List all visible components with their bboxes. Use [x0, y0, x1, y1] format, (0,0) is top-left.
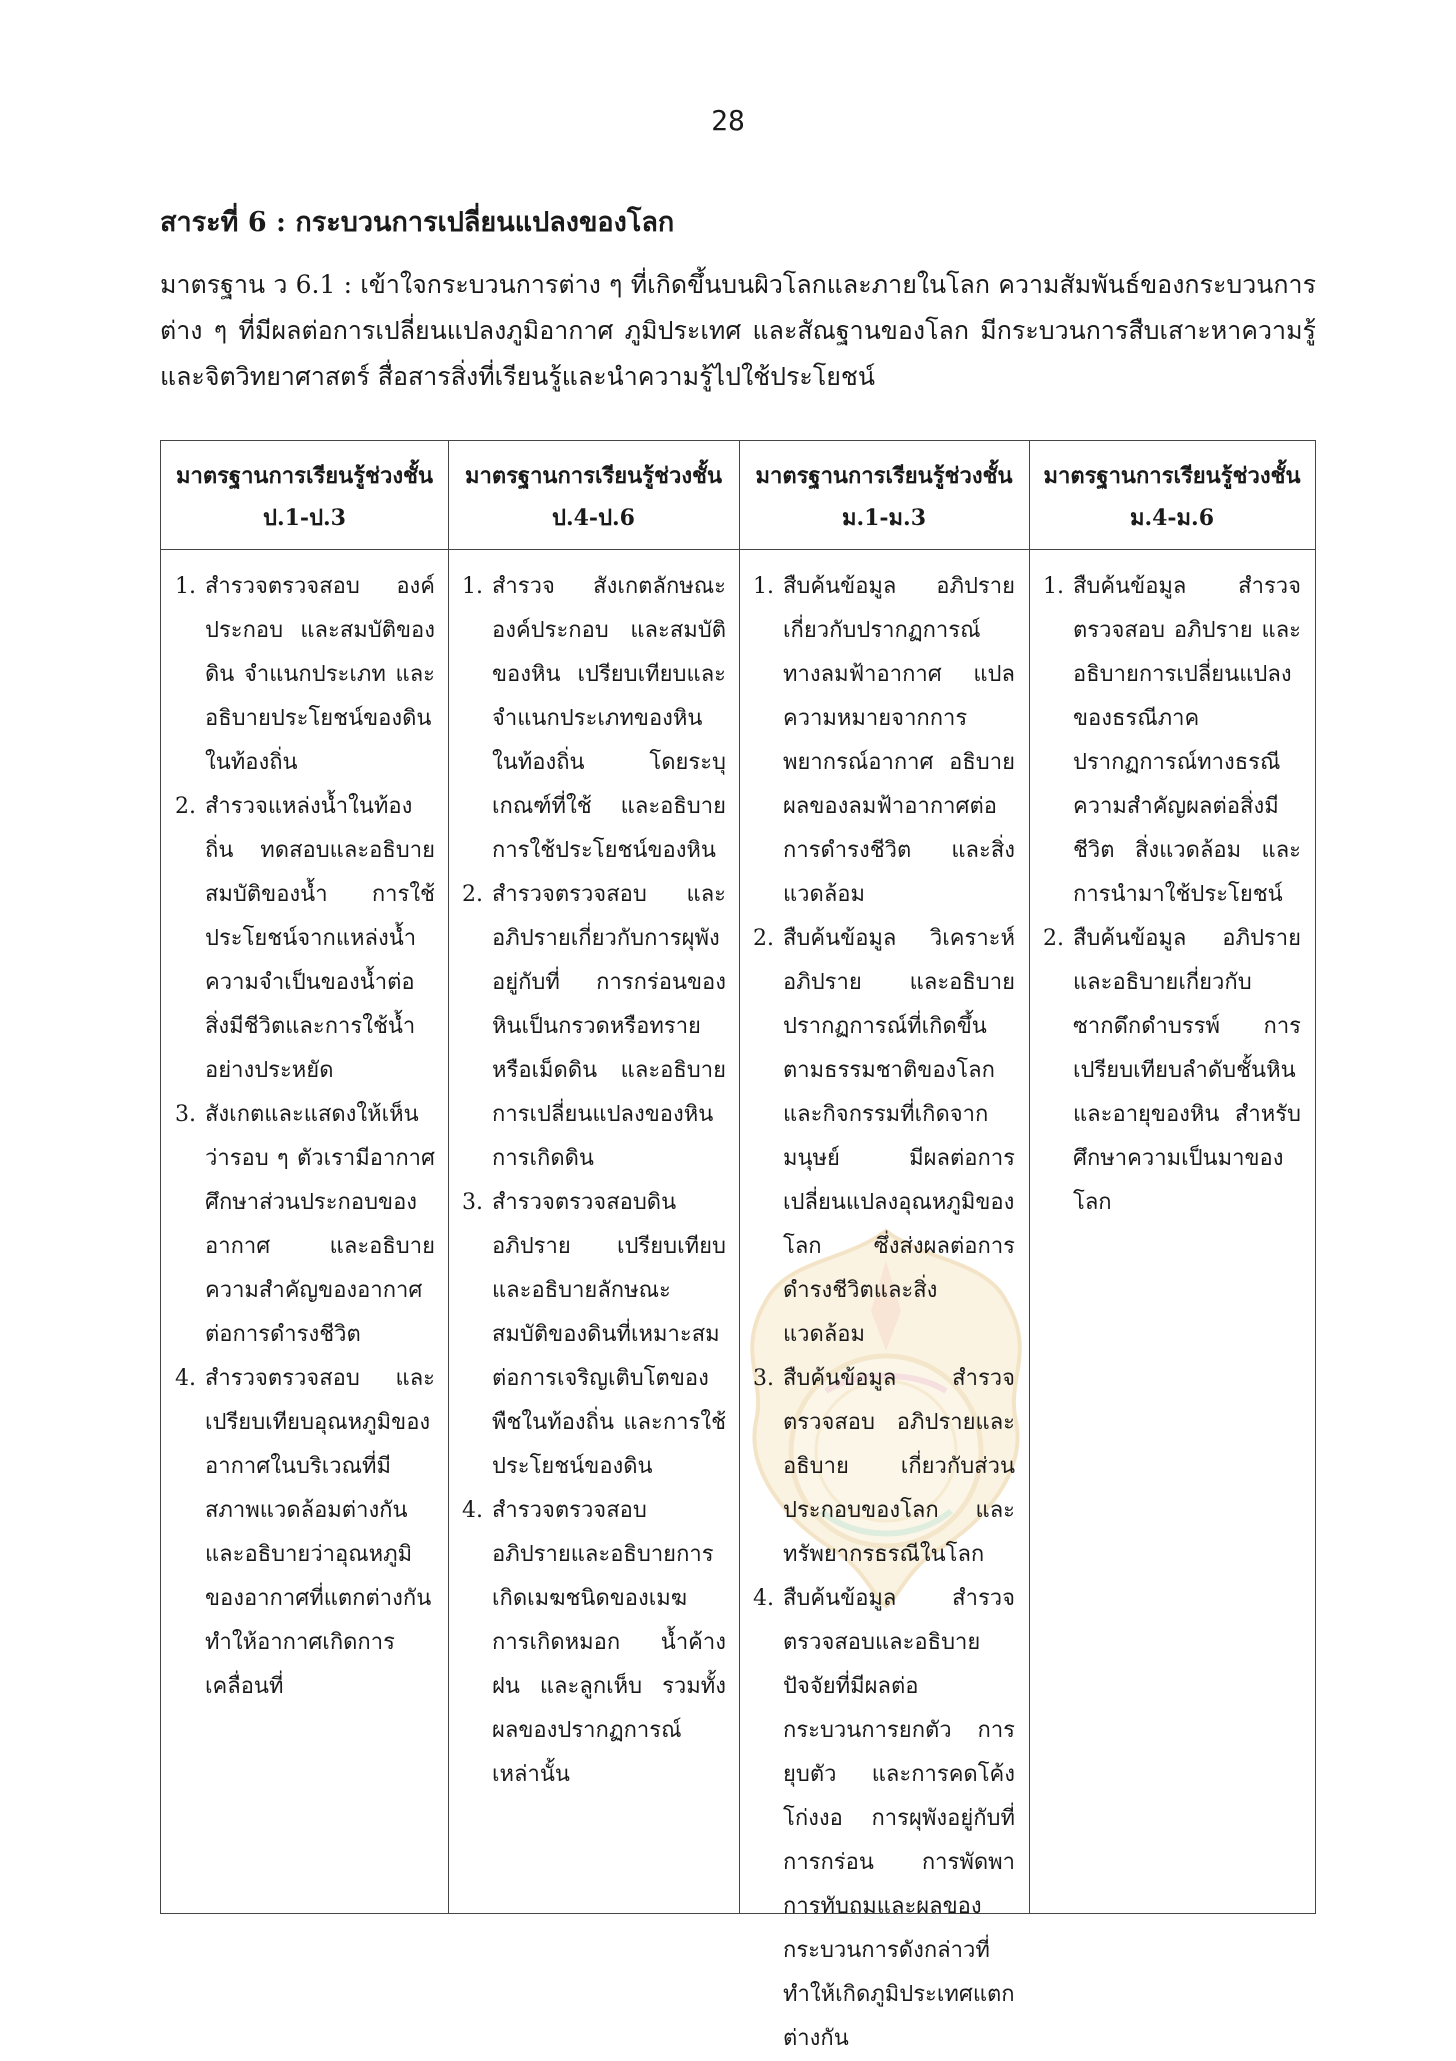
list-item-text: สำรวจตรวจสอบ อภิปรายและอธิบายการเกิดเมฆชนิดของเมฆ การเกิดหมอก น้ำค้าง ฝน และลูกเห็บ รวมทั้งผลของปรากฏการณ์เหล่านั้น	[492, 1498, 726, 1787]
list-item	[462, 873, 726, 1181]
list-item	[753, 917, 1015, 1357]
list-item	[175, 785, 435, 1093]
list-item	[753, 1357, 1015, 1577]
column-p4-p6	[462, 565, 726, 1797]
header-line1: มาตรฐานการเรียนรู้ช่วงชั้น	[755, 463, 1013, 489]
header-line1: มาตรฐานการเรียนรู้ช่วงชั้น	[1043, 463, 1301, 489]
column-m4-m6	[1043, 565, 1301, 1225]
column-header-m4-m6	[1029, 455, 1315, 539]
header-line2: ม.1-ม.3	[841, 505, 927, 531]
column-header-m1-m3	[739, 455, 1029, 539]
column-m1-m3	[753, 565, 1015, 2061]
list-item-text: สืบค้นข้อมูล สำรวจตรวจสอบ อภิปราย และอธิบายการเปลี่ยนแปลงของธรณีภาค ปรากฏการณ์ทางธรณี ความสำคัญผลต่อสิ่งมีชีวิต สิ่งแวดล้อม และการนำมาใช้ประโยชน์	[1073, 574, 1301, 907]
list-item	[462, 1181, 726, 1489]
list-item	[753, 565, 1015, 917]
page-number: 28	[711, 104, 745, 137]
header-line2: ป.1-ป.3	[263, 505, 346, 531]
strand-title: สาระที่ 6 : กระบวนการเปลี่ยนแปลงของโลก	[160, 207, 675, 238]
header-divider	[161, 549, 1315, 550]
list-item-text: สำรวจตรวจสอบ และเปรียบเทียบอุณหภูมิของอากาศในบริเวณที่มีสภาพแวดล้อมต่างกัน และอธิบายว่าอุณหภูมิของอากาศที่แตกต่างกันทำให้อากาศเกิดการเคลื่อนที่	[205, 1366, 435, 1699]
list-item-text: สำรวจตรวจสอบดิน อภิปราย เปรียบเทียบและอธิบายลักษณะ สมบัติของดินที่เหมาะสมต่อการเจริญเติบโตของพืชในท้องถิ่น และการใช้ประโยชน์ของดิน	[492, 1190, 726, 1479]
list-item	[175, 1093, 435, 1357]
header-line1: มาตรฐานการเรียนรู้ช่วงชั้น	[175, 463, 434, 489]
list-item	[462, 1489, 726, 1797]
header-line2: ป.4-ป.6	[552, 505, 635, 531]
list-item-text: สืบค้นข้อมูล สำรวจตรวจสอบและอธิบายปัจจัยที่มีผลต่อกระบวนการยกตัว การยุบตัว และการคดโค้งโก่งงอ การผุพังอยู่กับที่ การกร่อน การพัดพา การทับถมและผลของกระบวนการดังกล่าวที่ทำให้เกิดภูมิประเทศแตกต่างกัน	[783, 1586, 1015, 2051]
header-line2: ม.4-ม.6	[1129, 505, 1215, 531]
standard-text: มาตรฐาน ว 6.1 : เข้าใจกระบวนการต่าง ๆ ที่เกิดขึ้นบนผิวโลกและภายในโลก ความสัมพันธ์ของกระบวนการต่าง ๆ ที่มีผลต่อการเปลี่ยนแปลงภูมิอากาศ ภูมิประเทศ และสัณฐานของโลก มีกระบวนการสืบเสาะหาความรู้และจิตวิทยาศาสตร์ สื่อสารสิ่งที่เรียนรู้และนำความรู้ไปใช้ประโยชน์	[160, 270, 1316, 391]
list-item	[1043, 565, 1301, 917]
column-divider	[739, 441, 740, 1913]
list-item-text: สืบค้นข้อมูล อภิปรายเกี่ยวกับปรากฏการณ์ทางลมฟ้าอากาศ แปลความหมายจากการพยากรณ์อากาศ อธิบายผลของลมฟ้าอากาศต่อการดำรงชีวิต และสิ่งแวดล้อม	[783, 574, 1015, 907]
list-item	[462, 565, 726, 873]
list-item-text: สังเกตและแสดงให้เห็นว่ารอบ ๆ ตัวเรามีอากาศ ศึกษาส่วนประกอบของอากาศ และอธิบายความสำคัญของอากาศต่อการดำรงชีวิต	[205, 1102, 435, 1347]
header-line1: มาตรฐานการเรียนรู้ช่วงชั้น	[464, 463, 723, 489]
list-item	[1043, 917, 1301, 1225]
list-item-text: สำรวจแหล่งน้ำในท้องถิ่น ทดสอบและอธิบายสมบัติของน้ำ การใช้ประโยชน์จากแหล่งน้ำ ความจำเป็นของน้ำต่อสิ่งมีชีวิตและการใช้น้ำอย่างประหยัด	[205, 794, 435, 1083]
column-p1-p3	[175, 565, 435, 1709]
list-item-text: สืบค้นข้อมูล สำรวจตรวจสอบ อภิปรายและอธิบาย เกี่ยวกับส่วนประกอบของโลก และทรัพยากรธรณีในโลก	[783, 1366, 1015, 1567]
list-item-text: สำรวจตรวจสอบ และอภิปรายเกี่ยวกับการผุพังอยู่กับที่ การกร่อนของหินเป็นกรวดหรือทรายหรือเม็ดดิน และอธิบายการเปลี่ยนแปลงของหินการเกิดดิน	[492, 882, 726, 1171]
list-item	[175, 565, 435, 785]
column-divider	[448, 441, 449, 1913]
list-item-text: สำรวจตรวจสอบ องค์ประกอบ และสมบัติของดิน จำแนกประเภท และอธิบายประโยชน์ของดินในท้องถิ่น	[205, 574, 435, 775]
list-item-text: สืบค้นข้อมูล วิเคราะห์ อภิปราย และอธิบายปรากฏการณ์ที่เกิดขึ้นตามธรรมชาติของโลก และกิจกรรมที่เกิดจากมนุษย์ มีผลต่อการเปลี่ยนแปลงอุณหภูมิของโลก ซึ่งส่งผลต่อการดำรงชีวิตและสิ่งแวดล้อม	[783, 926, 1015, 1347]
column-divider	[1029, 441, 1030, 1913]
column-header-p1-p3	[161, 455, 448, 539]
list-item	[753, 1577, 1015, 2061]
list-item-text: สืบค้นข้อมูล อภิปรายและอธิบายเกี่ยวกับซากดึกดำบรรพ์ การเปรียบเทียบลำดับชั้นหินและอายุของหิน สำหรับศึกษาความเป็นมาของโลก	[1073, 926, 1301, 1215]
standards-table	[160, 440, 1316, 2051]
column-header-p4-p6	[448, 455, 739, 539]
list-item	[175, 1357, 435, 1709]
list-item-text: สำรวจ สังเกตลักษณะ องค์ประกอบ และสมบัติของหิน เปรียบเทียบและจำแนกประเภทของหินในท้องถิ่น โดยระบุเกณฑ์ที่ใช้ และอธิบายการใช้ประโยชน์ของหิน	[492, 574, 726, 863]
